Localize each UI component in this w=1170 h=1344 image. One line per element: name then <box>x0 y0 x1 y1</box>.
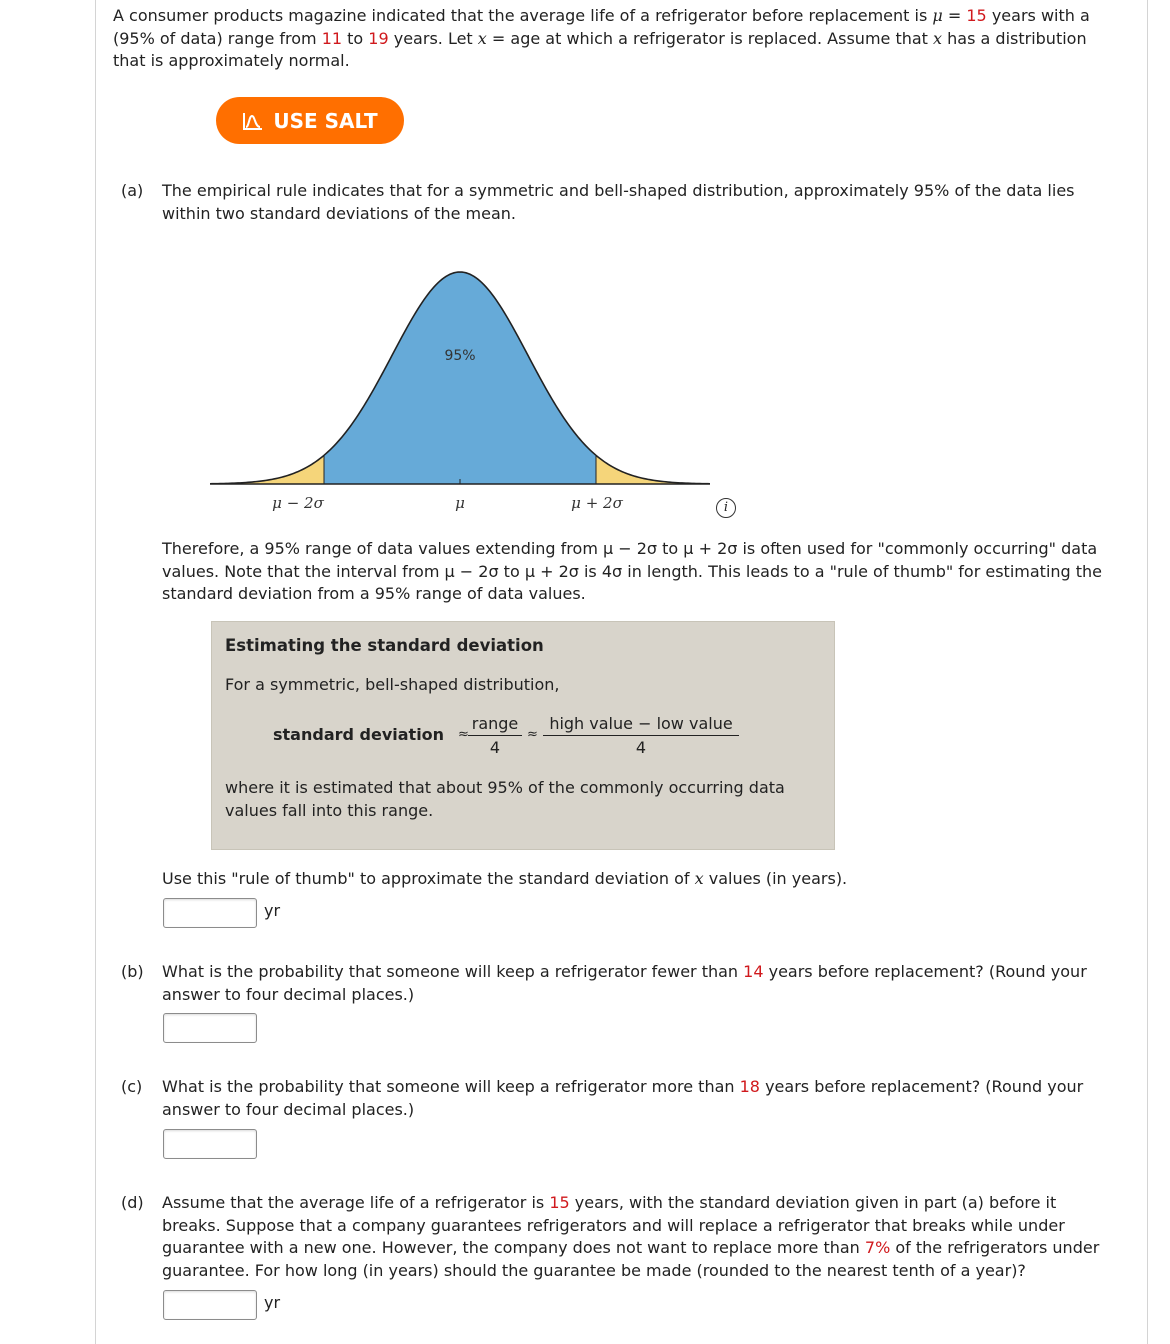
low-value: 11 <box>321 28 343 48</box>
part-d-text: Assume that the average life of a refrigerator is 15 years, with the standard deviation given in part (a) before it breaks. Suppose that a company guarantees refrigerators and will replace a refrigerator that breaks while under guarantee with a new one. However, the company does not want to replace more than 7% of the refrigerators under guarantee. For how long (in years) should the guarantee be made (rounded to the nearest tenth of a year)? <box>162 1193 1100 1280</box>
center-percent-label: 95% <box>444 348 476 364</box>
fraction-range: range 4 <box>468 714 522 757</box>
part-c-value: 18 <box>739 1077 760 1096</box>
fraction-high-low: high value − low value 4 <box>543 714 739 757</box>
answer-a-unit: yr <box>264 901 281 920</box>
use-salt-button[interactable] <box>216 97 404 144</box>
rule-box-footer: where it is estimated that about 95% of the commonly occurring data values fall into this range. <box>225 778 785 820</box>
approx-sign-1: ≈ <box>458 727 469 742</box>
part-c-text: What is the probability that someone will keep a refrigerator more than 18 years before replacement? (Round your answer to four decimal places.) <box>162 1077 1084 1119</box>
mean-value: 15 <box>966 6 987 25</box>
answer-a-input[interactable] <box>163 898 257 928</box>
part-d-label: (d) <box>121 1193 144 1212</box>
part-d-value-percent: 7% <box>864 1238 891 1257</box>
formula-lhs: standard deviation <box>273 725 445 744</box>
use-salt-label: USE SALT <box>273 108 378 133</box>
salt-chart-icon <box>242 111 264 131</box>
part-b-text: What is the probability that someone will keep a refrigerator fewer than 14 years before replacement? (Round your answer to four decimal places.) <box>162 962 1087 1004</box>
part-c-label: (c) <box>121 1077 143 1096</box>
rule-box-title: Estimating the standard deviation <box>225 636 544 655</box>
bell-curve-chart <box>205 262 725 522</box>
question-a-text: Use this "rule of thumb" to approximate the standard deviation of x values (in years). <box>162 869 848 888</box>
info-icon[interactable]: i <box>716 498 736 518</box>
intro-paragraph: A consumer products magazine indicated that the average life of a refrigerator before replacement is μ = 15 years with a (95% of data) range from 11 to 19 years. Let x = age at which a refrigerator is replaced. Assume that x has a distribution that is approximately normal. <box>113 6 1090 70</box>
center-95-region <box>324 272 596 484</box>
part-a-text: The empirical rule indicates that for a symmetric and bell-shaped distribution, approximately 95% of the data lies within two standard deviations of the mean. <box>162 181 1075 223</box>
answer-d-unit: yr <box>264 1293 281 1312</box>
answer-c-input[interactable] <box>163 1129 257 1159</box>
rule-box-subtitle: For a symmetric, bell-shaped distribution, <box>225 675 560 694</box>
part-a-label: (a) <box>121 181 144 200</box>
tick-label-mu-plus-2sigma: μ + 2σ <box>571 494 623 512</box>
part-b-value: 14 <box>743 962 764 981</box>
therefore-paragraph: Therefore, a 95% range of data values extending from μ − 2σ to μ + 2σ is often used for "commonly occurring" data values. Note that the interval from μ − 2σ to μ + 2σ is 4σ in length. This leads to a "rule of thumb" for estimating the standard deviation from a 95% range of data values. <box>162 539 1103 603</box>
tick-label-mu: μ <box>455 494 465 512</box>
high-value: 19 <box>368 28 389 48</box>
approx-sign-2: ≈ <box>527 727 538 742</box>
answer-d-input[interactable] <box>163 1290 257 1320</box>
rule-of-thumb-box <box>211 621 835 850</box>
part-d-value-mean: 15 <box>549 1193 570 1212</box>
answer-b-input[interactable] <box>163 1013 257 1043</box>
part-b-label: (b) <box>121 962 144 981</box>
tick-label-mu-minus-2sigma: μ − 2σ <box>272 494 324 512</box>
